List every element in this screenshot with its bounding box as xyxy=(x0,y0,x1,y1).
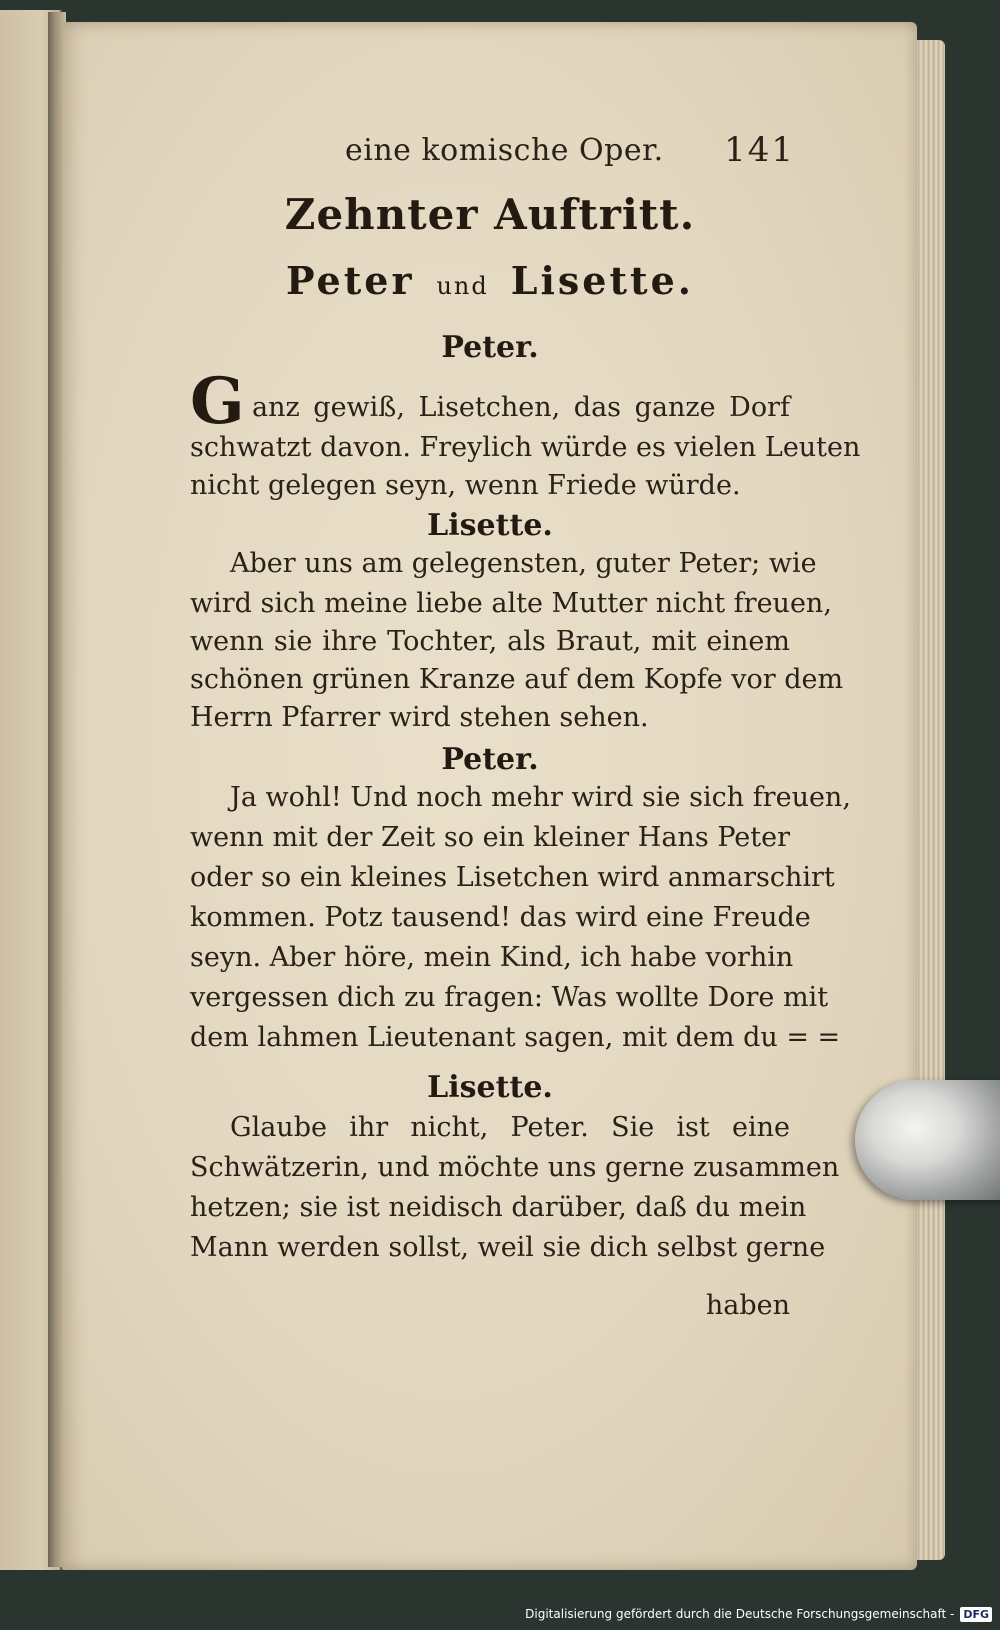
running-head-title: eine komische Oper. xyxy=(345,132,664,168)
text-line: hetzen; sie ist neidisch darüber, daß du mein xyxy=(190,1192,807,1223)
text-line: nicht gelegen seyn, wenn Friede würde. xyxy=(190,470,741,501)
characters-heading xyxy=(190,258,790,303)
text-line: anz gewiß, Lisetchen, das ganze Dorf xyxy=(252,392,790,423)
drop-cap: G xyxy=(190,364,245,439)
speaker-label: Lisette. xyxy=(427,508,553,543)
catchword: haben xyxy=(705,1290,790,1321)
running-head xyxy=(345,128,795,172)
dfg-logo: DFG xyxy=(960,1607,992,1622)
digitization-footer xyxy=(525,1604,992,1624)
character-name-2: Lisette. xyxy=(510,258,694,303)
text-line: oder so ein kleines Lisetchen wird anmarschirt xyxy=(190,862,835,893)
text-line: Ja wohl! Und noch mehr wird sie sich freuen, xyxy=(230,782,851,813)
text-line: wird sich meine liebe alte Mutter nicht freuen, xyxy=(190,588,832,619)
text-line: Schwätzerin, und möchte uns gerne zusammen xyxy=(190,1152,840,1183)
characters-conjunction: und xyxy=(436,272,489,300)
footer-credit: Digitalisierung gefördert durch die Deutsche Forschungsgemeinschaft - xyxy=(525,1607,955,1621)
text-line: Herrn Pfarrer wird stehen sehen. xyxy=(190,702,649,733)
text-line: vergessen dich zu fragen: Was wollte Dore mit xyxy=(190,982,829,1013)
text-line: kommen. Potz tausend! das wird eine Freude xyxy=(190,902,811,933)
text-line: Aber uns am gelegensten, guter Peter; wie xyxy=(230,548,817,579)
speaker-label: Peter. xyxy=(441,742,539,777)
text-line: wenn sie ihre Tochter, als Braut, mit einem xyxy=(190,626,790,657)
page-number: 141 xyxy=(724,130,795,170)
text-line: wenn mit der Zeit so ein kleiner Hans Peter xyxy=(190,822,790,853)
scene-heading: Zehnter Auftritt. xyxy=(284,190,696,239)
text-line: Mann werden sollst, weil sie dich selbst gerne xyxy=(190,1232,826,1263)
speaker-label: Lisette. xyxy=(427,1070,553,1105)
text-line: Glaube ihr nicht, Peter. Sie ist eine xyxy=(230,1112,790,1143)
speaker-label: Peter. xyxy=(441,330,539,365)
text-line: schwatzt davon. Freylich würde es vielen Leuten xyxy=(190,432,861,463)
text-line: dem lahmen Lieutenant sagen, mit dem du = = xyxy=(190,1022,841,1053)
text-line: schönen grünen Kranze auf dem Kopfe vor dem xyxy=(190,664,844,695)
text-line: seyn. Aber höre, mein Kind, ich habe vorhin xyxy=(190,942,794,973)
character-name-1: Peter xyxy=(285,258,415,303)
scanner-thumb-shadow xyxy=(855,1080,1000,1200)
